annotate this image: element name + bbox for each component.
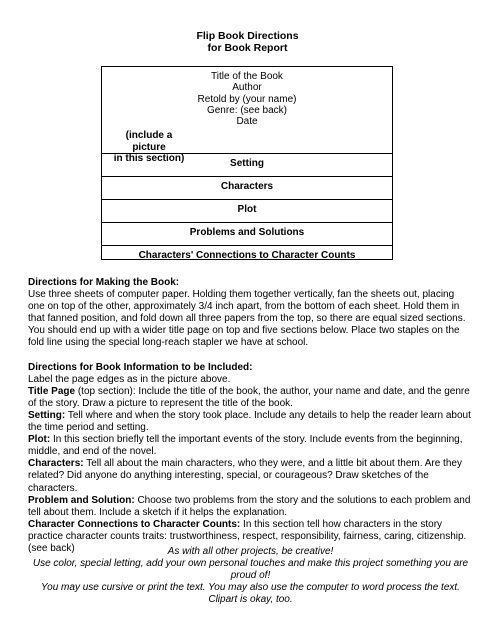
info-item-title-page	[28, 386, 473, 410]
flip-book-diagram	[101, 66, 393, 260]
info-item-label: Plot:	[28, 434, 51, 446]
title-line-1: Flip Book Directions	[196, 30, 299, 42]
closing-line-1: As with all other projects, be creative!	[167, 546, 334, 557]
info-item-label: Title Page	[28, 385, 76, 397]
directions-body	[28, 277, 473, 555]
info-item-plot	[28, 434, 473, 458]
info-intro: Label the page edges as in the picture above.	[28, 373, 231, 385]
closing-line-3: You may use cursive or print the text. You may also use the computer to word process the text. Clipart is okay, too.	[41, 582, 460, 606]
cover-line-retold: Retold by (your name)	[197, 93, 297, 105]
info-item-label: Character Connections to Character Counts:	[28, 518, 241, 530]
info-item-problem-solution	[28, 495, 473, 519]
picture-note-line-2: in this section)	[113, 153, 185, 164]
info-heading: Directions for Book Information to be Included:	[28, 361, 253, 373]
making-heading: Directions for Making the Book:	[28, 277, 180, 288]
making-text: Use three sheets of computer paper. Holding them together vertically, fan the sheets out, placing one on top of the other, approximately 3/4 inch apart, from the bottom of each sheet. Hold them in that fanned position, and fold down all three papers from the top, so there are equal sized sections. You should end up with a wider title page on top and five sections below. Place two staples on the fold line using the special long-reach stapler we have at school.	[28, 289, 466, 349]
page-title	[0, 30, 495, 54]
cover-line-date: Date	[236, 116, 258, 128]
info-item-text: In this section tell how characters in the story practice character counts traits: trustworthiness, respect, responsibility, fairness, caring, citizenship. (see back)	[28, 518, 467, 554]
info-item-text: Tell where and when the story took place. Include any details to help the reader learn about the time period and setting.	[28, 409, 471, 434]
info-item-label: Setting:	[28, 409, 66, 421]
info-item-text: Choose two problems from the story and the solutions to each problem and tell about them. Include a sketch if it helps the explanation.	[28, 494, 471, 518]
closing-notes	[28, 546, 473, 606]
cover-line-genre: Genre: (see back)	[206, 104, 288, 116]
section-character-connections: Characters' Connections to Character Counts	[138, 250, 356, 261]
diagram-sections	[102, 153, 392, 268]
cover-line-title: Title of the Book	[211, 71, 283, 82]
info-item-text: Tell all about the main characters, who they were, and a little bit about them. Are they related? Did anyone do anything interesting, special, or courageous? Draw sketches of the characters.	[28, 458, 462, 494]
info-item-label: Problem and Solution:	[28, 494, 135, 506]
section-setting: Setting	[102, 153, 392, 177]
info-item-text: In this section briefly tell the important events of the story. Include events from the beginning, middle, and end of the novel.	[28, 434, 463, 458]
info-item-label: Characters:	[28, 458, 84, 470]
cover-section	[102, 67, 392, 127]
info-item-setting	[28, 410, 473, 434]
section-problems-solutions: Problems and Solutions	[102, 223, 392, 246]
picture-note-line-1: (include a picture	[125, 130, 173, 153]
info-item-characters	[28, 458, 473, 494]
section-plot: Plot	[102, 200, 392, 223]
closing-line-2: Use color, special letting, add your own personal touches and make this project something you are proud of!	[32, 558, 469, 582]
section-characters: Characters	[102, 177, 392, 200]
cover-line-author: Author	[232, 82, 262, 94]
info-item-text: (top section): Include the title of the book, the author, your name and date, and the genre of the story. Draw a picture to represent the title of the book.	[28, 385, 470, 409]
title-line-2: for Book Report	[207, 42, 288, 54]
